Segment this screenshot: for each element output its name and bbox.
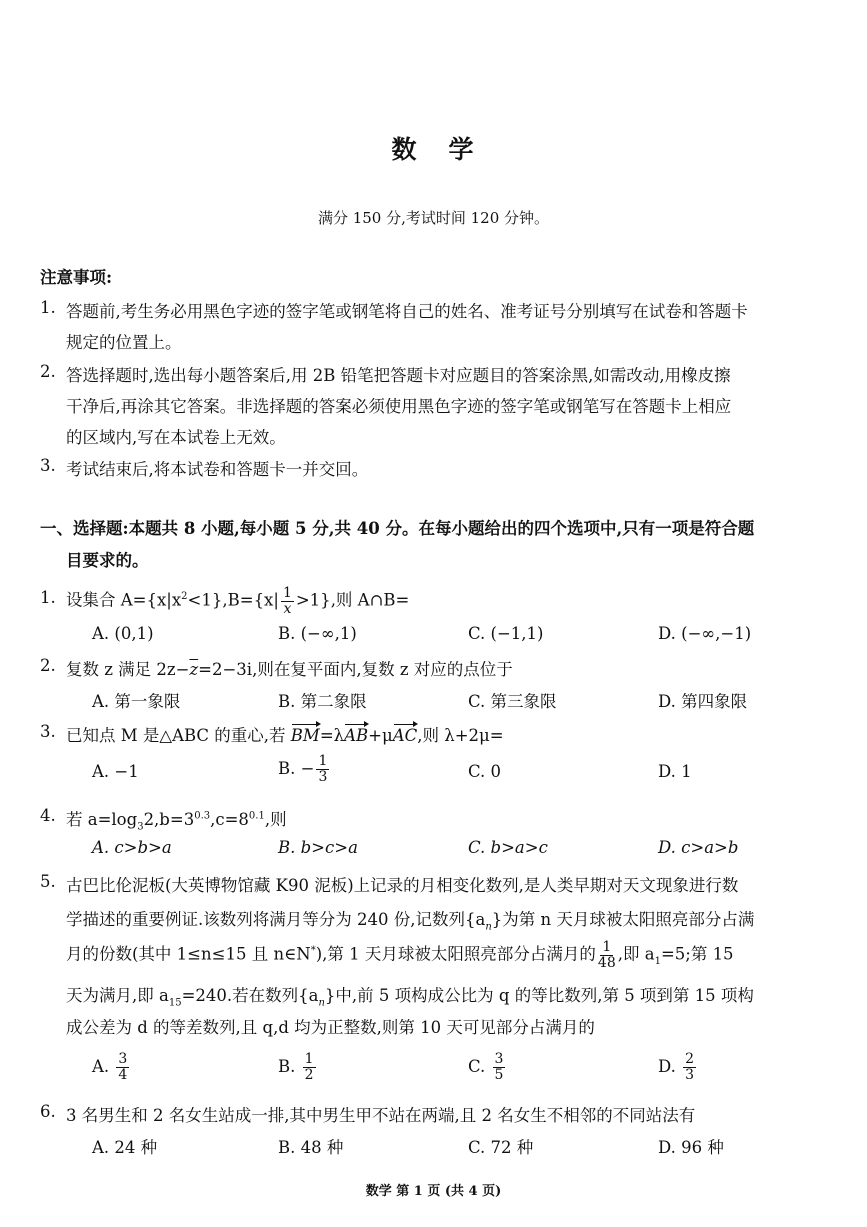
vector-bm: BM <box>290 726 320 745</box>
q5-line-4: 天为满月,即 $a_{15}=240$.若在数列$\{a_n\}$中,前 5 项构成公比为 q 的等比数列,第 5 项到第 15 项构 <box>66 986 754 1009</box>
q3-option-c: C. 0 <box>468 762 502 781</box>
q5-line-5: 成公差为 d 的等差数列,且 q,d 均为正整数,则第 10 天可见部分占满月的 <box>66 1018 595 1037</box>
notice-item-1-line-2: 规定的位置上。 <box>66 333 182 352</box>
q3-option-a: A. −1 <box>92 762 139 781</box>
q6-option-a: A. 24 种 <box>92 1138 158 1157</box>
page-title <box>0 130 867 166</box>
notice-item-1-line-1: 答题前,考生务必用黑色字迹的签字笔或钢笔将自己的姓名、准考证号分别填写在试卷和答题卡 <box>66 302 748 321</box>
q1-number: 1. <box>40 588 56 607</box>
q1-option-a: A. (0,1) <box>92 624 154 643</box>
q2-option-d: D. 第四象限 <box>658 692 748 711</box>
q5-line-3: 月的份数(其中 1≤n≤15 且 n∈N*),第 1 天月球被太阳照亮部分占满月的 $\frac{1}{48}$ ,即 $a_1=5$;第 15 <box>66 938 734 971</box>
q3-option-b-fraction: $\frac{1}{3}$ <box>318 753 328 785</box>
q1-stem: 设集合 $A=\{x|x^2<1\},B=\{x|$ $\frac{1}{x}$ >1},则 A∩B= <box>66 584 410 617</box>
q2-option-c: C. 第三象限 <box>468 692 557 711</box>
q3-option-b: B. − $\frac{1}{3}$ <box>278 753 328 785</box>
q6-option-c: C. 72 种 <box>468 1138 534 1157</box>
q5-line-1: 古巴比伦泥板(大英博物馆藏 K90 泥板)上记录的月相变化数列,是人类早期对天文现象进行数 <box>66 876 739 895</box>
notice-item-2-line-3: 的区域内,写在本试卷上无效。 <box>66 428 286 447</box>
vector-ab: AB <box>344 726 369 745</box>
q1-fraction: $\frac{1}{x}$ <box>282 584 292 617</box>
q5-option-c: C. $\frac{3}{5}$ <box>468 1051 504 1083</box>
q4-stem: 若 $a=\log_32,b=3^{0.3},c=8^{0.1}$,则 <box>66 810 287 833</box>
q2-number: 2. <box>40 656 56 675</box>
q5-fraction-1-48: $\frac{1}{48}$ <box>597 938 616 971</box>
q4-option-c: C. b>a>c <box>468 838 548 857</box>
q4-option-a: A. c>b>a <box>92 838 172 857</box>
q4-number: 4. <box>40 806 56 825</box>
q2-option-a: A. 第一象限 <box>92 692 181 711</box>
vector-ac: AC <box>392 726 418 745</box>
q3-stem: 已知点 M 是△ABC 的重心,若 BM=λAB+μAC,则 λ+2μ= <box>66 726 504 745</box>
notice-item-2-line-1: 答选择题时,选出每小题答案后,用 2B 铅笔把答题卡对应题目的答案涂黑,如需改动,用橡皮擦 <box>66 366 731 385</box>
notice-item-1-num: 1. <box>40 298 56 317</box>
q6-option-d: D. 96 种 <box>658 1138 724 1157</box>
notice-item-3-line-1: 考试结束后,将本试卷和答题卡一并交回。 <box>66 460 369 479</box>
q2-option-b: B. 第二象限 <box>278 692 367 711</box>
q1-option-d: D. (−∞,−1) <box>658 624 752 643</box>
section-1-heading: 一、选择题:本题共 8 小题,每小题 5 分,共 40 分。在每小题给出的四个选项中,只有一项是符合题 <box>40 519 755 538</box>
notice-heading: 注意事项: <box>40 268 113 287</box>
q6-option-b: B. 48 种 <box>278 1138 344 1157</box>
exam-info: 满分 150 分,考试时间 120 分钟。 <box>317 209 550 227</box>
section-1-heading-cont: 目要求的。 <box>66 551 149 570</box>
z-conjugate: $\overline{z}$ <box>189 660 199 679</box>
q5-number: 5. <box>40 872 56 891</box>
q1-option-b: B. (−∞,1) <box>278 624 357 643</box>
q6-number: 6. <box>40 1102 56 1121</box>
page-footer: 数学 第 1 页 (共 4 页) <box>365 1184 502 1199</box>
title-char-2: 学 <box>448 135 476 164</box>
q2-stem: 复数 z 满足 $2z-\overline{z}=2-3i$,则在复平面内,复数 z 对应的点位于 <box>66 660 513 679</box>
q5-option-d: D. $\frac{2}{3}$ <box>658 1051 695 1083</box>
notice-item-2-num: 2. <box>40 362 56 381</box>
notice-item-3-num: 3. <box>40 456 56 475</box>
q6-stem: 3 名男生和 2 名女生站成一排,其中男生甲不站在两端,且 2 名女生不相邻的不同站法有 <box>66 1106 696 1125</box>
q3-number: 3. <box>40 722 56 741</box>
q5-option-a: A. $\frac{3}{4}$ <box>92 1051 128 1083</box>
q5-line-2: 学描述的重要例证.该数列将满月等分为 240 份,记数列$\{a_n\}$为第 n 天月球被太阳照亮部分占满 <box>66 910 755 933</box>
notice-item-2-line-2: 干净后,再涂其它答案。非选择题的答案必须使用黑色字迹的签字笔或钢笔写在答题卡上相应 <box>66 397 732 416</box>
q1-option-c: C. (−1,1) <box>468 624 544 643</box>
q5-option-b: B. $\frac{1}{2}$ <box>278 1051 314 1083</box>
q4-option-d: D. c>a>b <box>658 838 739 857</box>
q3-option-d: D. 1 <box>658 762 692 781</box>
q4-option-b: B. b>c>a <box>278 838 358 857</box>
title-char-1: 数 <box>391 135 419 164</box>
